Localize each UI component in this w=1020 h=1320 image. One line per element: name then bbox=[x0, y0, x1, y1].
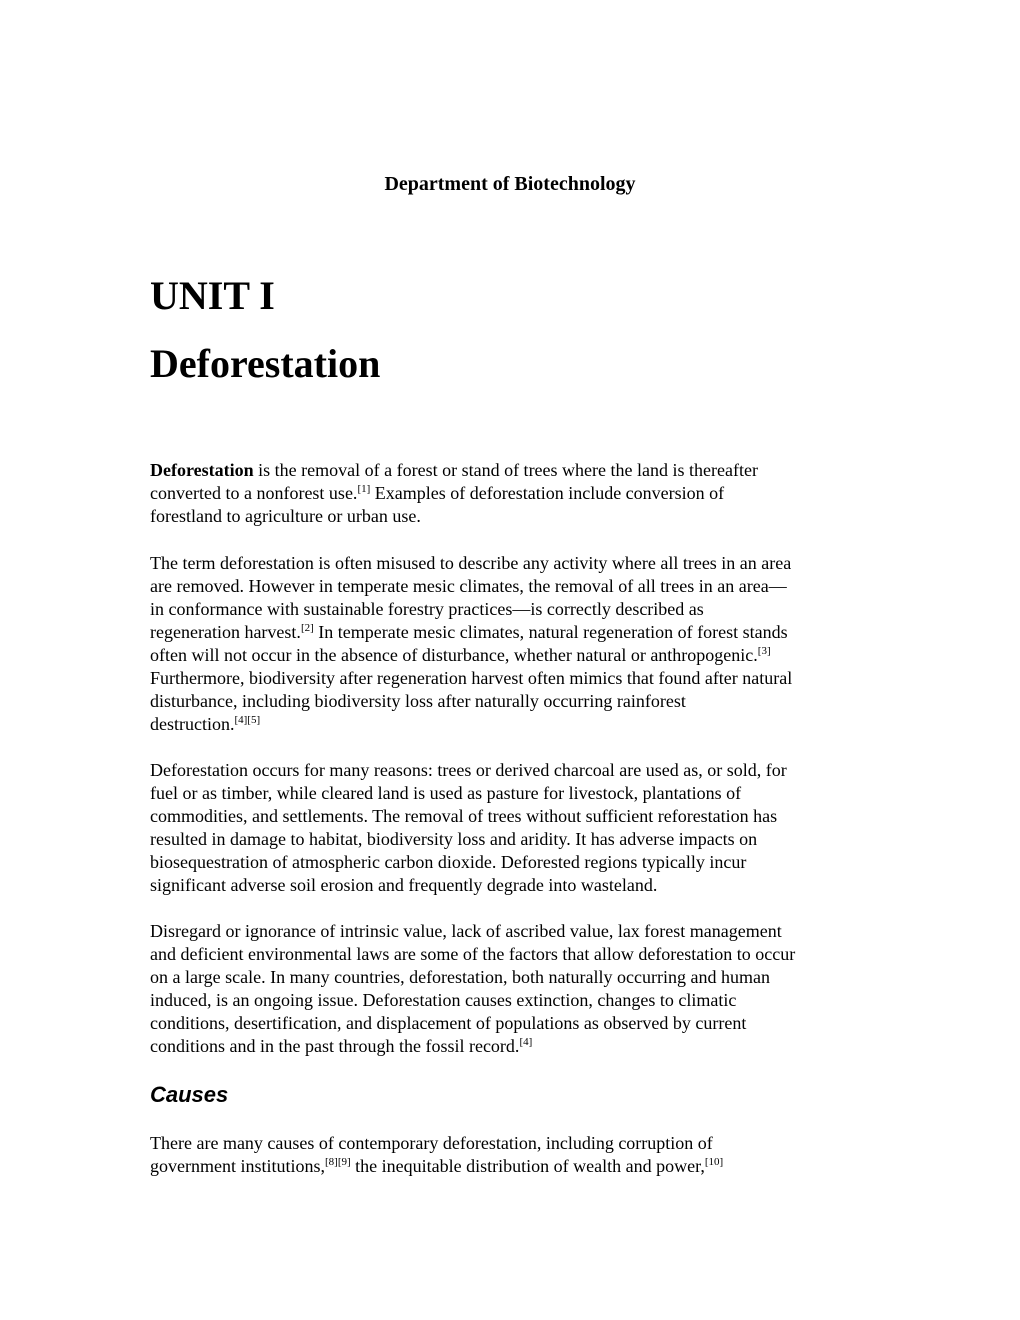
text-line: Furthermore, biodiversity after regeneration harvest often mimics that found after natural bbox=[150, 668, 793, 688]
text-line: Disregard or ignorance of intrinsic value, lack of ascribed value, lax forest management bbox=[150, 921, 782, 941]
text-line bbox=[150, 713, 792, 736]
text-span: regeneration harvest. bbox=[150, 622, 301, 642]
text-line: resulted in damage to habitat, biodiversity loss and aridity. It has adverse impacts on bbox=[150, 829, 758, 849]
text-line: are removed. However in temperate mesic climates, the removal of all trees in an area— bbox=[150, 576, 787, 596]
citation-ref[interactable]: [10] bbox=[704, 1156, 724, 1168]
citation-ref[interactable]: [8][9] bbox=[325, 1156, 351, 1168]
text-span: In temperate mesic climates, natural regeneration of forest stands bbox=[313, 622, 788, 642]
text-line bbox=[150, 621, 792, 644]
text-line: significant adverse soil erosion and frequently degrade into wasteland. bbox=[150, 875, 658, 895]
text-span: destruction. bbox=[150, 714, 235, 734]
paragraph-term-misuse bbox=[150, 552, 792, 736]
text-span: converted to a nonforest use. bbox=[150, 483, 358, 503]
text-span: is the removal of a forest or stand of trees where the land is thereafter bbox=[253, 460, 758, 480]
text-line bbox=[150, 644, 792, 667]
text-line: Deforestation occurs for many reasons: trees or derived charcoal are used as, or sold, for bbox=[150, 760, 787, 780]
text-line: conditions, desertification, and displacement of populations as observed by current bbox=[150, 1013, 747, 1033]
citation-ref[interactable]: [4][5] bbox=[234, 714, 261, 726]
text-line bbox=[150, 482, 758, 505]
section-heading-causes: Causes bbox=[150, 1082, 229, 1107]
citation-ref[interactable]: [4] bbox=[519, 1036, 533, 1048]
paragraph-reasons bbox=[150, 759, 787, 897]
text-line: There are many causes of contemporary deforestation, including corruption of bbox=[150, 1133, 713, 1153]
text-line: fuel or as timber, while cleared land is used as pasture for livestock, plantations of bbox=[150, 783, 742, 803]
citation-ref[interactable]: [2] bbox=[300, 622, 314, 634]
citation-ref[interactable]: [1] bbox=[357, 483, 371, 495]
text-line bbox=[150, 1155, 723, 1178]
unit-label: UNIT I bbox=[150, 273, 275, 318]
department-header: Department of Biotechnology bbox=[384, 173, 636, 195]
term-deforestation: Deforestation bbox=[150, 460, 254, 480]
page-title: Deforestation bbox=[150, 341, 381, 386]
text-line: on a large scale. In many countries, deforestation, both naturally occurring and human bbox=[150, 967, 770, 987]
text-span: often will not occur in the absence of disturbance, whether natural or anthropogenic. bbox=[150, 645, 758, 665]
text-line: and deficient environmental laws are some of the factors that allow deforestation to occur bbox=[150, 944, 796, 964]
paragraph-causes bbox=[150, 1132, 723, 1178]
text-span: Examples of deforestation include conversion of bbox=[370, 483, 725, 503]
text-line: induced, is an ongoing issue. Deforestation causes extinction, changes to climatic bbox=[150, 990, 737, 1010]
text-line: forestland to agriculture or urban use. bbox=[150, 506, 421, 526]
text-line bbox=[150, 459, 758, 482]
text-span: government institutions, bbox=[150, 1156, 325, 1176]
citation-ref[interactable]: [3] bbox=[757, 645, 771, 657]
text-line: disturbance, including biodiversity loss after naturally occurring rainforest bbox=[150, 691, 686, 711]
paragraph-definition bbox=[150, 459, 758, 528]
text-line: The term deforestation is often misused to describe any activity where all trees in an area bbox=[150, 553, 792, 573]
text-line bbox=[150, 1035, 795, 1058]
text-span: the inequitable distribution of wealth and power, bbox=[350, 1156, 705, 1176]
text-span: conditions and in the past through the fossil record. bbox=[150, 1036, 520, 1056]
text-line: in conformance with sustainable forestry practices—is correctly described as bbox=[150, 599, 704, 619]
paragraph-factors bbox=[150, 920, 795, 1058]
text-line: biosequestration of atmospheric carbon dioxide. Deforested regions typically incur bbox=[150, 852, 747, 872]
text-line: commodities, and settlements. The removal of trees without sufficient reforestation has bbox=[150, 806, 778, 826]
